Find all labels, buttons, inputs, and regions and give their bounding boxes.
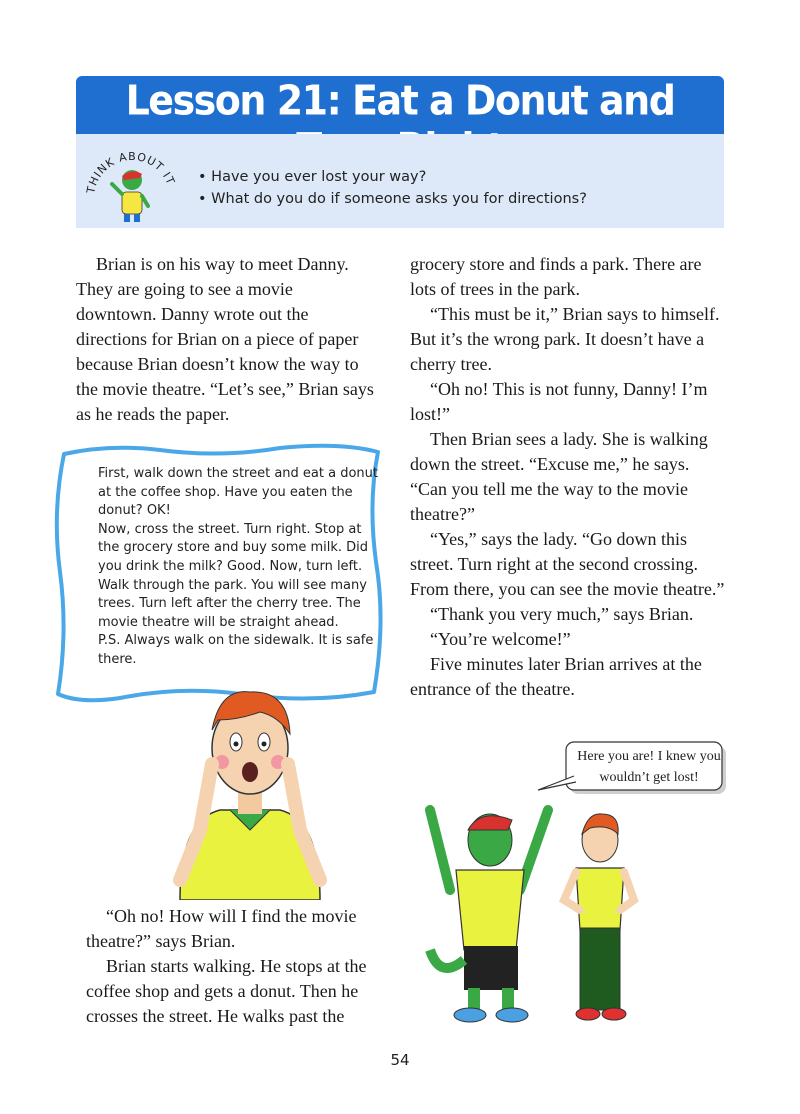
page-number: 54	[390, 1051, 410, 1069]
dino-thinking-icon	[112, 170, 148, 222]
note-line: P.S. Always walk on the sidewalk. It is safe there.	[98, 633, 374, 667]
brian-worried-illustration	[160, 680, 340, 900]
story-paragraph: Five minutes later Brian arrives at the entrance of the theatre.	[410, 654, 702, 699]
story-right-column	[410, 252, 730, 702]
danny-and-brian-illustration	[420, 790, 640, 1030]
story-paragraph: “This must be it,” Brian says to himself. But it’s the wrong park. It doesn’t have a cherry tree.	[410, 304, 720, 374]
brian-figure	[564, 814, 634, 1020]
think-about-it-box	[76, 134, 724, 228]
story-paragraph: grocery store and finds a park. There are lots of trees in the park.	[410, 254, 702, 299]
story-paragraph: Brian is on his way to meet Danny. They are going to see a movie downtown. Danny wrote out the directions for Brian on a piece of paper because Brian doesn’t know the way to the movie theatre. “Let’s see,” Brian says as he reads the paper.	[76, 254, 374, 424]
danny-dino-figure	[430, 810, 548, 1022]
think-about-it-logo	[82, 140, 182, 224]
note-line: Now, cross the street. Turn right. Stop at the grocery store and buy some milk. Did you drink the milk? Good. Now, turn left. Walk through the park. You will see many trees. Turn left after the cherry tree. The movie theatre will be straight ahead.	[98, 521, 369, 630]
story-paragraph: “Oh no! This is not funny, Danny! I’m lost!”	[410, 379, 708, 424]
think-question-1: • Have you ever lost your way?	[198, 169, 427, 185]
story-bottom-left	[86, 904, 386, 1029]
story-paragraph: “You’re welcome!”	[430, 629, 571, 649]
think-question-2: • What do you do if someone asks you for directions?	[198, 191, 587, 207]
story-paragraph: “Thank you very much,” says Brian.	[430, 604, 694, 624]
lesson-title-bar	[76, 76, 724, 134]
story-paragraph: Brian starts walking. He stops at the coffee shop and gets a donut. Then he crosses the street. He walks past the	[86, 956, 367, 1026]
svg-text:THINK ABOUT IT: THINK ABOUT IT	[84, 149, 178, 195]
directions-note-text	[98, 465, 378, 670]
speech-bubble-text: Here you are! I knew you wouldn’t get lost!	[577, 749, 721, 785]
note-line: First, walk down the street and eat a donut at the coffee shop. Have you eaten the donut? OK!	[98, 466, 378, 519]
story-paragraph: “Oh no! How will I find the movie theatre?” says Brian.	[86, 906, 357, 951]
story-intro	[76, 252, 376, 427]
story-paragraph: Then Brian sees a lady. She is walking down the street. “Excuse me,” he says. “Can you tell me the way to the movie theatre?”	[410, 429, 708, 524]
story-paragraph: “Yes,” says the lady. “Go down this street. Turn right at the second crossing. From there, you can see the movie theatre.”	[410, 529, 725, 599]
lesson-title: Lesson 21: Eat a Donut and	[125, 76, 675, 124]
